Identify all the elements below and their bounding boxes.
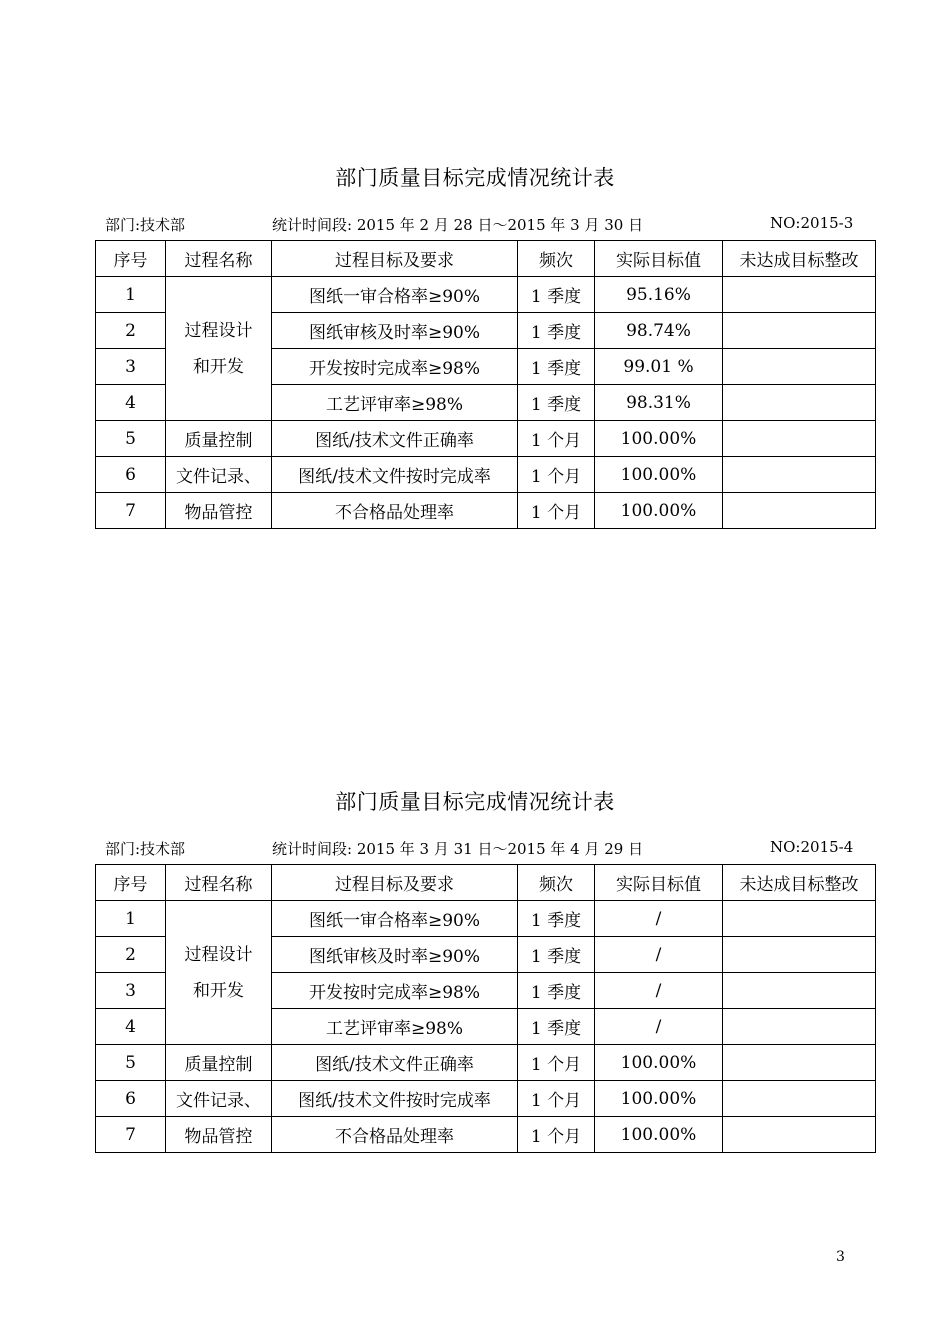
table-row — [96, 277, 876, 313]
target-cell: 图纸/技术文件正确率 — [272, 1045, 518, 1081]
page-number: 3 — [836, 1249, 845, 1265]
row-number: 6 — [96, 457, 166, 493]
column-header: 频次 — [518, 241, 595, 277]
actual-value-cell: 98.74% — [595, 313, 723, 349]
frequency-cell: 1 个月 — [518, 1081, 595, 1117]
corrective-action-cell — [723, 349, 876, 385]
row-number: 2 — [96, 313, 166, 349]
process-name-records: 文件记录、 — [166, 457, 272, 493]
table-header-row — [96, 865, 876, 901]
department-label: 部门:技术部 — [105, 840, 186, 858]
actual-value-cell: 100.00% — [595, 493, 723, 529]
row-number: 3 — [96, 349, 166, 385]
row-number: 4 — [96, 1009, 166, 1045]
corrective-action-cell — [723, 493, 876, 529]
period-label: 统计时间段: 2015 年 2 月 28 日～2015 年 3 月 30 日 — [272, 216, 644, 234]
table-title: 部门质量目标完成情况统计表 — [335, 166, 615, 190]
column-header: 序号 — [96, 865, 166, 901]
period-label: 统计时间段: 2015 年 3 月 31 日～2015 年 4 月 29 日 — [272, 840, 644, 858]
column-header: 过程名称 — [166, 865, 272, 901]
corrective-action-cell — [723, 421, 876, 457]
process-name-quality: 质量控制 — [166, 1045, 272, 1081]
corrective-action-cell — [723, 1117, 876, 1153]
table-row — [96, 457, 876, 493]
frequency-cell: 1 季度 — [518, 973, 595, 1009]
row-number: 7 — [96, 1117, 166, 1153]
table-header-row — [96, 241, 876, 277]
target-cell: 开发按时完成率≥98% — [272, 349, 518, 385]
corrective-action-cell — [723, 1045, 876, 1081]
frequency-cell: 1 季度 — [518, 901, 595, 937]
frequency-cell: 1 个月 — [518, 1117, 595, 1153]
row-number: 1 — [96, 277, 166, 313]
actual-value-cell: / — [595, 901, 723, 937]
target-cell: 图纸/技术文件按时完成率 — [272, 1081, 518, 1117]
record-number: NO:2015-4 — [770, 838, 854, 856]
process-name-design — [166, 277, 272, 421]
corrective-action-cell — [723, 313, 876, 349]
target-cell: 图纸/技术文件正确率 — [272, 421, 518, 457]
frequency-cell: 1 季度 — [518, 349, 595, 385]
column-header: 未达成目标整改 — [723, 865, 876, 901]
target-cell: 不合格品处理率 — [272, 1117, 518, 1153]
row-number: 2 — [96, 937, 166, 973]
row-number: 4 — [96, 385, 166, 421]
table-row — [96, 1081, 876, 1117]
target-cell: 工艺评审率≥98% — [272, 385, 518, 421]
process-name-records-cont: 物品管控 — [166, 1117, 272, 1153]
actual-value-cell: 100.00% — [595, 1081, 723, 1117]
actual-value-cell: / — [595, 1009, 723, 1045]
table-row — [96, 1045, 876, 1081]
quality-stats-table — [95, 240, 876, 529]
actual-value-cell: 99.01 % — [595, 349, 723, 385]
corrective-action-cell — [723, 385, 876, 421]
column-header: 序号 — [96, 241, 166, 277]
process-name-line: 过程设计 — [184, 944, 253, 965]
target-cell: 不合格品处理率 — [272, 493, 518, 529]
frequency-cell: 1 季度 — [518, 313, 595, 349]
corrective-action-cell — [723, 1009, 876, 1045]
target-cell: 图纸/技术文件按时完成率 — [272, 457, 518, 493]
table-row — [96, 493, 876, 529]
frequency-cell: 1 季度 — [518, 1009, 595, 1045]
actual-value-cell: 100.00% — [595, 1045, 723, 1081]
actual-value-cell: 100.00% — [595, 1117, 723, 1153]
quality-stats-table — [95, 864, 876, 1153]
corrective-action-cell — [723, 937, 876, 973]
column-header: 实际目标值 — [595, 865, 723, 901]
target-cell: 开发按时完成率≥98% — [272, 973, 518, 1009]
row-number: 6 — [96, 1081, 166, 1117]
column-header: 未达成目标整改 — [723, 241, 876, 277]
frequency-cell: 1 个月 — [518, 493, 595, 529]
frequency-cell: 1 个月 — [518, 457, 595, 493]
actual-value-cell: 98.31% — [595, 385, 723, 421]
corrective-action-cell — [723, 277, 876, 313]
target-cell: 图纸一审合格率≥90% — [272, 901, 518, 937]
column-header: 过程目标及要求 — [272, 865, 518, 901]
row-number: 1 — [96, 901, 166, 937]
frequency-cell: 1 个月 — [518, 421, 595, 457]
corrective-action-cell — [723, 1081, 876, 1117]
process-name-design — [166, 901, 272, 1045]
target-cell: 图纸一审合格率≥90% — [272, 277, 518, 313]
actual-value-cell: / — [595, 973, 723, 1009]
row-number: 7 — [96, 493, 166, 529]
corrective-action-cell — [723, 901, 876, 937]
table-row — [96, 421, 876, 457]
table-row — [96, 1117, 876, 1153]
frequency-cell: 1 个月 — [518, 1045, 595, 1081]
process-name-records-cont: 物品管控 — [166, 493, 272, 529]
row-number: 5 — [96, 421, 166, 457]
column-header: 实际目标值 — [595, 241, 723, 277]
frequency-cell: 1 季度 — [518, 385, 595, 421]
table-title: 部门质量目标完成情况统计表 — [335, 790, 615, 814]
department-label: 部门:技术部 — [105, 216, 186, 234]
target-cell: 图纸审核及时率≥90% — [272, 937, 518, 973]
table-row — [96, 901, 876, 937]
frequency-cell: 1 季度 — [518, 277, 595, 313]
process-name-line: 过程设计 — [184, 320, 253, 341]
corrective-action-cell — [723, 973, 876, 1009]
process-name-records: 文件记录、 — [166, 1081, 272, 1117]
actual-value-cell: 100.00% — [595, 421, 723, 457]
process-name-line: 和开发 — [193, 356, 244, 377]
process-name-line: 和开发 — [193, 980, 244, 1001]
row-number: 5 — [96, 1045, 166, 1081]
actual-value-cell: 100.00% — [595, 457, 723, 493]
row-number: 3 — [96, 973, 166, 1009]
record-number: NO:2015-3 — [770, 214, 854, 232]
corrective-action-cell — [723, 457, 876, 493]
frequency-cell: 1 季度 — [518, 937, 595, 973]
actual-value-cell: 95.16% — [595, 277, 723, 313]
target-cell: 工艺评审率≥98% — [272, 1009, 518, 1045]
actual-value-cell: / — [595, 937, 723, 973]
target-cell: 图纸审核及时率≥90% — [272, 313, 518, 349]
column-header: 过程名称 — [166, 241, 272, 277]
process-name-quality: 质量控制 — [166, 421, 272, 457]
column-header: 频次 — [518, 865, 595, 901]
column-header: 过程目标及要求 — [272, 241, 518, 277]
